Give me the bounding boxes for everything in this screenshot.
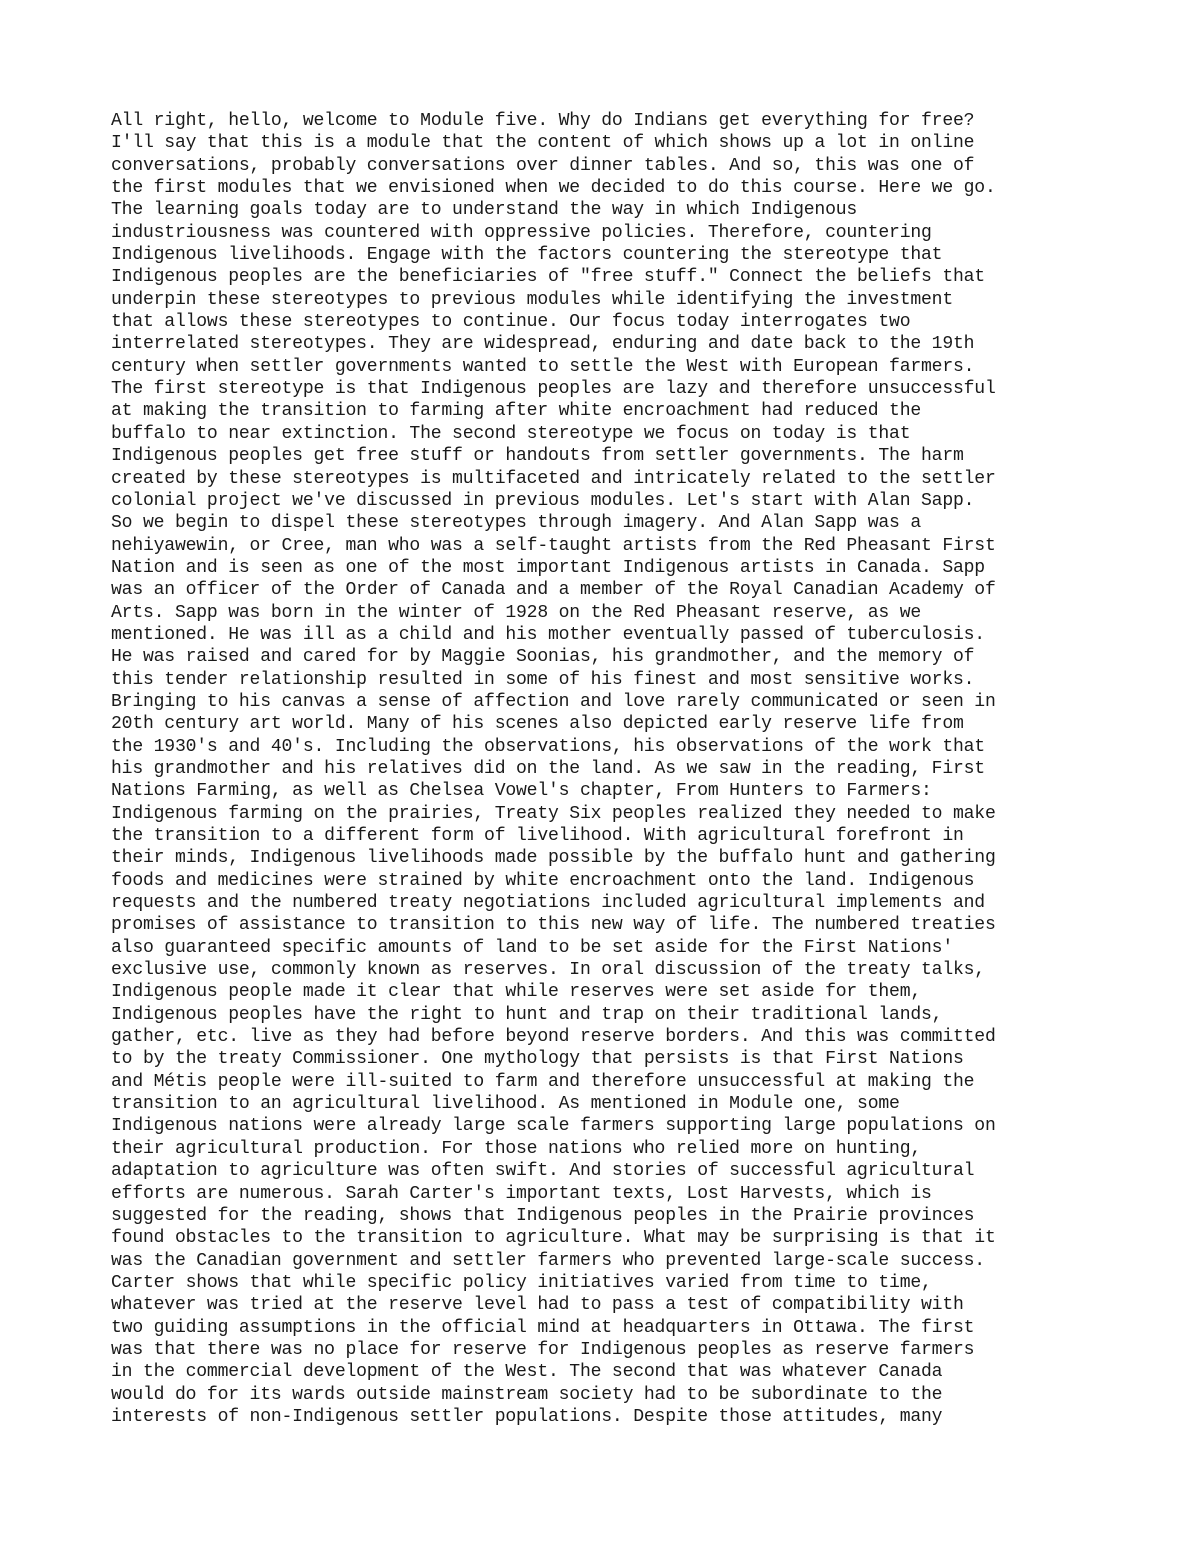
text-line: two guiding assumptions in the official mind at headquarters in Ottawa. The first (111, 1317, 975, 1338)
text-line: created by these stereotypes is multifaceted and intricately related to the settler (111, 468, 996, 489)
text-line: He was raised and cared for by Maggie Soonias, his grandmother, and the memory of (111, 647, 975, 668)
text-line: So we begin to dispel these stereotypes through imagery. And Alan Sapp was a (111, 513, 922, 534)
text-line: transition to an agricultural livelihood. As mentioned in Module one, some (111, 1094, 900, 1115)
text-line: was an officer of the Order of Canada and a member of the Royal Canadian Academy of (111, 580, 996, 601)
text-line: Indigenous peoples are the beneficiaries of "free stuff." Connect the beliefs that (111, 267, 985, 288)
text-line: found obstacles to the transition to agriculture. What may be surprising is that it (111, 1228, 996, 1249)
text-line: Nation and is seen as one of the most important Indigenous artists in Canada. Sapp (111, 557, 985, 578)
text-line: also guaranteed specific amounts of land to be set aside for the First Nations' (111, 937, 953, 958)
text-line: at making the transition to farming after white encroachment had reduced the (111, 401, 922, 422)
text-line: Indigenous people made it clear that while reserves were set aside for them, (111, 982, 922, 1003)
text-line: Arts. Sapp was born in the winter of 1928 on the Red Pheasant reserve, as we (111, 602, 922, 623)
text-line: conversations, probably conversations over dinner tables. And so, this was one of (111, 155, 975, 176)
text-line: Indigenous livelihoods. Engage with the factors countering the stereotype that (111, 245, 943, 266)
text-line: All right, hello, welcome to Module five. Why do Indians get everything for free? (111, 111, 975, 131)
text-line: exclusive use, commonly known as reserves. In oral discussion of the treaty talks, (111, 960, 985, 981)
text-line: suggested for the reading, shows that Indigenous peoples in the Prairie provinces (111, 1205, 975, 1226)
text-line: would do for its wards outside mainstream society had to be subordinate to the (111, 1384, 943, 1405)
text-line: was that there was no place for reserve for Indigenous peoples as reserve farmers (111, 1339, 975, 1360)
text-line: foods and medicines were strained by white encroachment onto the land. Indigenous (111, 870, 975, 891)
text-line: the 1930's and 40's. Including the observations, his observations of the work that (111, 736, 985, 757)
text-line: promises of assistance to transition to this new way of life. The numbered treaties (111, 915, 996, 936)
text-line: Indigenous farming on the prairies, Treaty Six peoples realized they needed to make (111, 803, 996, 824)
text-line: his grandmother and his relatives did on the land. As we saw in the reading, First (111, 758, 985, 779)
text-line: efforts are numerous. Sarah Carter's important texts, Lost Harvests, which is (111, 1183, 932, 1204)
text-line: Indigenous nations were already large scale farmers supporting large populations on (111, 1116, 996, 1137)
text-line: and Métis people were ill-suited to farm and therefore unsuccessful at making the (111, 1071, 975, 1092)
text-line: Indigenous peoples have the right to hunt and trap on their traditional lands, (111, 1004, 943, 1025)
text-line: gather, etc. live as they had before beyond reserve borders. And this was committed (111, 1027, 996, 1048)
text-line: whatever was tried at the reserve level had to pass a test of compatibility with (111, 1295, 964, 1316)
text-line: Bringing to his canvas a sense of affection and love rarely communicated or seen in (111, 691, 996, 712)
text-line: Indigenous peoples get free stuff or handouts from settler governments. The harm (111, 446, 964, 467)
text-line: their agricultural production. For those nations who relied more on hunting, (111, 1138, 922, 1159)
text-line: century when settler governments wanted to settle the West with European farmers. (111, 356, 975, 377)
text-line: mentioned. He was ill as a child and his mother eventually passed of tuberculosis. (111, 624, 985, 645)
text-line: nehiyawewin, or Cree, man who was a self-taught artists from the Red Pheasant First (111, 535, 996, 556)
text-line: to by the treaty Commissioner. One mythology that persists is that First Nations (111, 1049, 964, 1070)
text-line: Carter shows that while specific policy initiatives varied from time to time, (111, 1272, 932, 1293)
text-line: in the commercial development of the West. The second that was whatever Canada (111, 1362, 943, 1383)
text-line: interests of non-Indigenous settler populations. Despite those attitudes, many (111, 1406, 943, 1427)
text-line: underpin these stereotypes to previous modules while identifying the investment (111, 289, 953, 310)
text-line: industriousness was countered with oppressive policies. Therefore, countering (111, 222, 932, 243)
text-line: adaptation to agriculture was often swift. And stories of successful agricultural (111, 1161, 975, 1182)
text-line: interrelated stereotypes. They are widespread, enduring and date back to the 19th (111, 334, 975, 355)
transcript-text (111, 110, 1111, 1451)
text-line: The learning goals today are to understand the way in which Indigenous (111, 200, 858, 221)
text-line: colonial project we've discussed in previous modules. Let's start with Alan Sapp. (111, 490, 975, 511)
text-line: the first modules that we envisioned when we decided to do this course. Here we go. (111, 178, 996, 199)
text-line: The first stereotype is that Indigenous peoples are lazy and therefore unsuccessful (111, 379, 996, 400)
text-line (111, 1428, 1111, 1450)
text-line: Nations Farming, as well as Chelsea Vowel's chapter, From Hunters to Farmers: (111, 781, 932, 802)
text-line: requests and the numbered treaty negotiations included agricultural implements and (111, 893, 985, 914)
text-line: was the Canadian government and settler farmers who prevented large-scale success. (111, 1250, 985, 1271)
text-line: 20th century art world. Many of his scenes also depicted early reserve life from (111, 714, 964, 735)
text-line: I'll say that this is a module that the content of which shows up a lot in online (111, 133, 975, 154)
text-line: buffalo to near extinction. The second stereotype we focus on today is that (111, 423, 911, 444)
text-line: the transition to a different form of livelihood. With agricultural forefront in (111, 826, 964, 846)
text-line: their minds, Indigenous livelihoods made possible by the buffalo hunt and gathering (111, 848, 996, 869)
text-line: that allows these stereotypes to continue. Our focus today interrogates two (111, 312, 911, 333)
text-line: this tender relationship resulted in some of his finest and most sensitive works. (111, 669, 975, 690)
